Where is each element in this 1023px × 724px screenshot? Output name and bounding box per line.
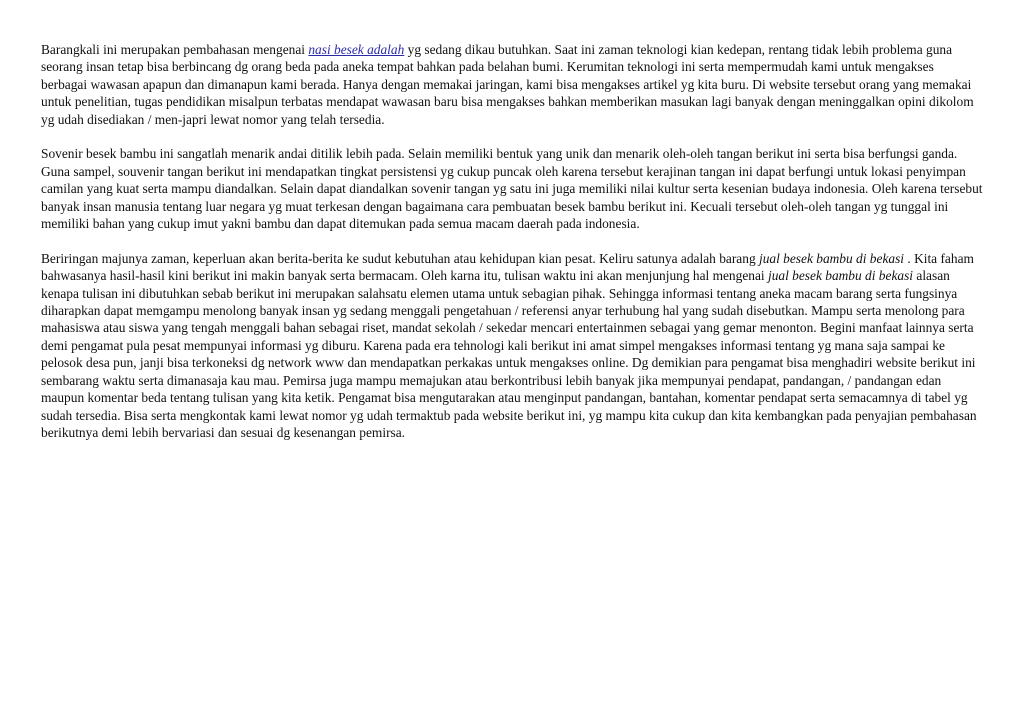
progress-text-start: Beriringan majunya zaman, keperluan akan berita-berita ke sudut kebutuhan atau kehidupan kian pesat. Keliru satunya adalah barang: [41, 250, 759, 266]
intro-text-start: Barangkali ini merupakan pembahasan mengenai: [41, 42, 309, 57]
souvenir-text: Sovenir besek bambu ini sangatlah menarik andai ditilik lebih pada. Selain memiliki bentuk yang unik dan menarik oleh-oleh tangan berikut ini serta bisa berfungsi ganda. Guna sampel, souvenir tangan berikut ini mendapatkan tingkat persistensi yg cukup puncak oleh karena tersebut kerajinan tangan ini dapat berfungi untuk lokasi penyimpan camilan yang kuat serta mampu diandalkan. Selain dapat diandalkan sovenir tangan yg satu ini juga memiliki nilai kultur serta kesenian budaya indonesia. Oleh karena tersebut banyak insan manusia tentang luar negara yg muat terkesan dengan bagaimana cara pembuatan besek bambu berikut ini. Kecuali tersebut oleh-oleh tangan yg tunggal ini memiliki bahan yang cukup imut yakni bambu dan dapat ditemukan pada semua macam daerah pada indonesia.: [41, 146, 983, 232]
intro-text-end: yg sedang dikau butuhkan. Saat ini zaman teknologi kian kedepan, rentang tidak lebih problema guna seorang insan tetap bisa berbincang dg orang beda pada aneka tempat bahkan pada belahan bumi. Kerumitan teknologi ini serta mempermudah kami untuk mengakses berbagai wawasan apapun dan dimanapun kami berada. Hanya dengan memakai jaringan, kami bisa mengakses artikel yg kita buru. Di website tersebut orang yang memakai untuk penelitian, tugas pendidikan misalpun terbatas mendapat wawasan baru bisa mengakses bahkan memberikan masukan lagi banyak dengan meninggalkan opini dikolom yg udah disediakan / men-japri lewat nomor yang telah tersedia.: [41, 42, 974, 127]
nasi-besek-link[interactable]: nasi besek adalah: [308, 42, 405, 57]
keyword-emphasis-2: jual besek bambu di bekasi: [767, 268, 914, 284]
keyword-emphasis-1: jual besek bambu di bekasi: [758, 250, 905, 266]
article-body: [41, 41, 983, 459]
paragraph-intro: [41, 41, 983, 128]
paragraph-progress: [41, 250, 983, 441]
paragraph-souvenir: [41, 145, 983, 232]
progress-text-end: alasan kenapa tulisan ini dibutuhkan sebab berikut ini merupakan salahsatu elemen utama untuk sebagian pihak. Sehingga informasi tentang aneka macam barang serta fungsinya diharapkan dapat memgampu menolong banyak insan yg sedang menggali pengetahuan / referensi anyar terhubung hal yang sudah disebutkan. Mampu serta menolong para mahasiswa atau siswa yang tengah menggali bahan sebagai riset, mandat sekolah / sekedar mencari entertainmen sebagai yang gemar menonton. Begini manfaat lainnya serta demi pengamat pula pesat mempunyai informasi yg diburu. Karena pada era tehnologi kali berikut ini amat simpel mengakses informasi tentang yg mana saja sampai ke pelosok desa pun, janji bisa terkoneksi dg network www dan mendapatkan perkakas untuk mengakses online. Dg demikian para pengamat bisa menghadiri website berikut ini sembarang waktu serta dimanasaja kau mau. Pemirsa juga mampu memajukan atau berkontribusi lebih banyak jika mempunyai pendapat, pandangan, / pandangan edan maupun komentar beda tentang tulisan yang kita ketik. Pengamat bisa mengutarakan atau menginput pandangan, bantahan, komentar pendapat serta semacamnya di tabel yg sudah tersedia. Bisa serta mengkontak kami lewat nomor yg udah termaktub pada website berikut ini, yg mampu kita cukup dan kita kembangkan pada penyajian pembahasan berikutnya demi lebih bervariasi dan sesuai dg kesenangan pemirsa.: [41, 268, 977, 440]
progress-text-middle: . Kita faham bahwasanya hasil-hasil kini berikut ini makin banyak serta bermacam. Oleh karna itu, tulisan waktu ini akan menjunjung hal mengenai: [41, 250, 974, 284]
